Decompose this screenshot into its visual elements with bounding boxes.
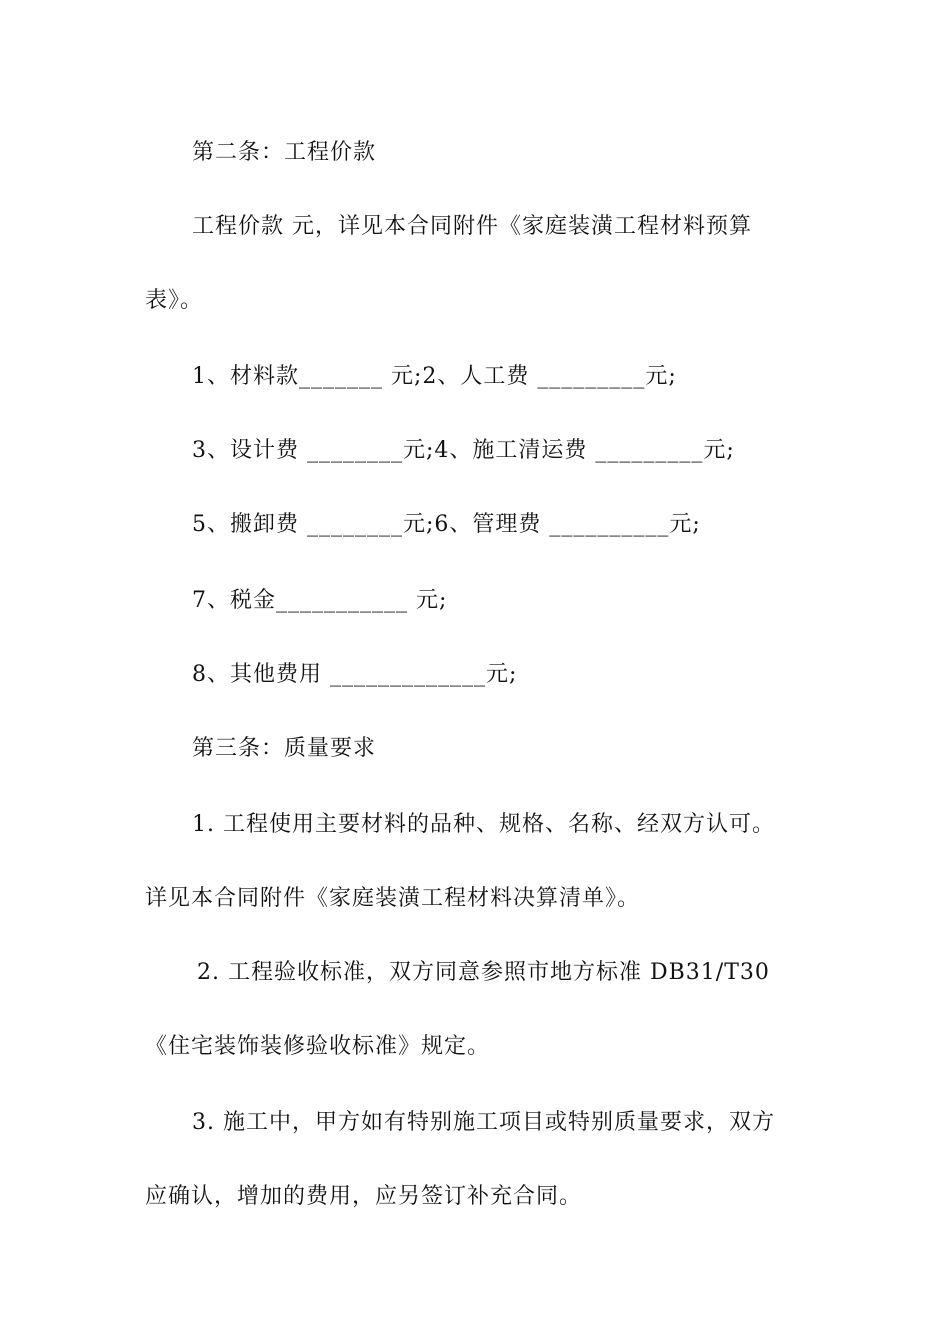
price-paragraph-line-1: 工程价款 元，详见本合同附件《家庭装潢工程材料预算 <box>192 214 752 239</box>
quality-item-1-line-1: 1. 工程使用主要材料的品种、规格、名称、经双方认可。 <box>192 812 775 837</box>
cost-item-8: 8、其他费用 _____________元; <box>192 662 518 687</box>
price-paragraph-line-2: 表》。 <box>145 288 204 313</box>
section-2-heading: 第二条：工程价款 <box>192 140 377 165</box>
quality-item-2-line-2: 《住宅装饰装修验收标准》规定。 <box>145 1034 491 1059</box>
section-3-heading: 第三条：质量要求 <box>192 736 377 761</box>
quality-item-3-line-1: 3. 施工中，甲方如有特别施工项目或特别质量要求，双方 <box>192 1110 775 1135</box>
quality-item-3-line-2: 应确认，增加的费用，应另签订补充合同。 <box>145 1184 583 1209</box>
cost-item-3-4: 3、设计费 ________元;4、施工清运费 _________元; <box>192 438 735 463</box>
quality-item-1-line-2: 详见本合同附件《家庭装潢工程材料决算清单》。 <box>145 886 641 911</box>
quality-item-2-line-1: 2. 工程验收标准，双方同意参照市地方标准 DB31/T30 <box>197 960 770 985</box>
cost-item-7: 7、税金___________ 元; <box>192 588 448 613</box>
cost-item-1-2: 1、材料款_______ 元;2、人工费 _________元; <box>192 364 677 389</box>
cost-item-5-6: 5、搬卸费 ________元;6、管理费 __________元; <box>192 512 701 537</box>
